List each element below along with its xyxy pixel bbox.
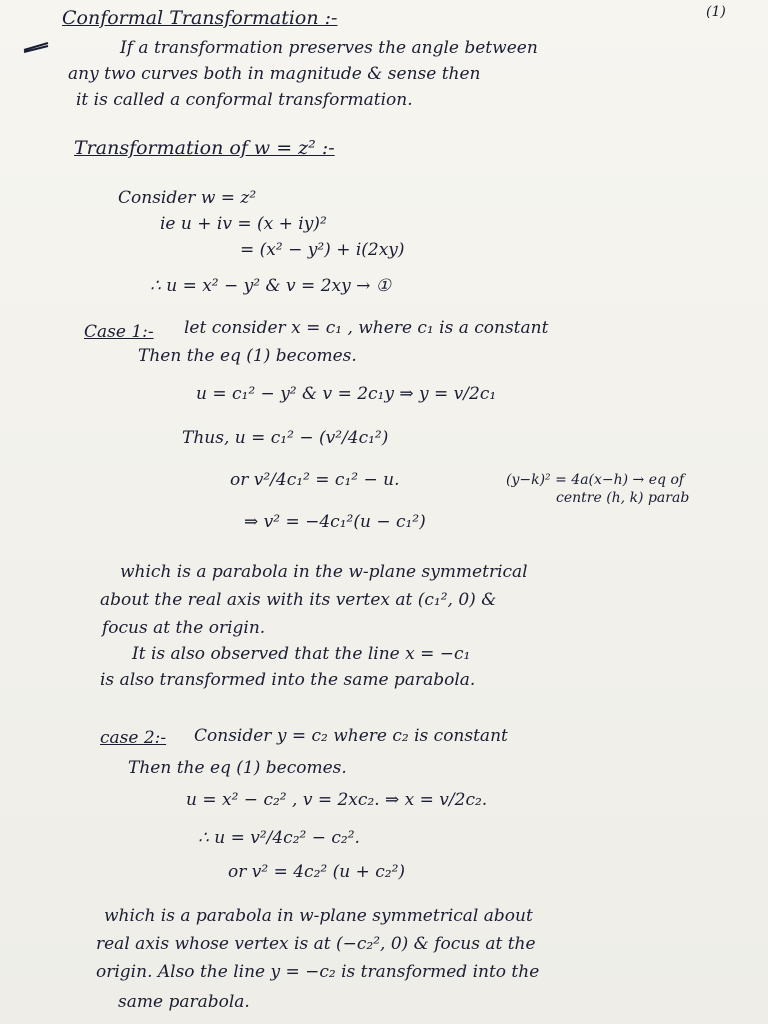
case2-line-3: u = x² − c₂² , v = 2xc₂. ⇒ x = v/2c₂. <box>186 790 488 810</box>
page-number: (1) <box>706 4 726 20</box>
case1-line-4: Thus, u = c₁² − (v²/4c₁²) <box>182 428 389 448</box>
derivation-line-4: ∴ u = x² − y² & v = 2xy → ① <box>150 276 391 296</box>
case1-line-5: or v²/4c₁² = c₁² − u. <box>230 470 400 490</box>
case2-line-2: Then the eq (1) becomes. <box>128 758 347 778</box>
definition-line-1: If a transformation preserves the angle between <box>120 38 538 58</box>
definition-line-3: it is called a conformal transformation. <box>76 90 413 110</box>
case1-conclusion-3: focus at the origin. <box>102 618 266 638</box>
case1-conclusion-4: It is also observed that the line x = −c₁ <box>132 644 471 664</box>
case2-line-1: Consider y = c₂ where c₂ is constant <box>194 726 508 746</box>
case2-line-5: or v² = 4c₂² (u + c₂²) <box>228 862 406 882</box>
derivation-line-1: Consider w = z² <box>118 188 257 208</box>
case2-conclusion-4: same parabola. <box>118 992 250 1012</box>
case1-label: Case 1:- <box>84 322 154 342</box>
case2-label: case 2:- <box>100 728 167 748</box>
case2-line-4: ∴ u = v²/4c₂² − c₂². <box>198 828 360 848</box>
case2-conclusion-2: real axis whose vertex is at (−c₂², 0) & focus at the <box>96 934 536 954</box>
arrow-mark-icon <box>22 40 52 54</box>
definition-line-2: any two curves both in magnitude & sense then <box>68 64 481 84</box>
derivation-line-2: ie u + iv = (x + iy)² <box>160 214 327 234</box>
derivation-line-3: = (x² − y²) + i(2xy) <box>240 240 405 260</box>
case1-line-3: u = c₁² − y² & v = 2c₁y ⇒ y = v/2c₁ <box>196 384 497 404</box>
page-heading: Conformal Transformation :- <box>62 7 338 29</box>
case1-side-note-1: (y−k)² = 4a(x−h) → eq of <box>506 472 685 488</box>
case2-conclusion-1: which is a parabola in w-plane symmetrical about <box>104 906 533 926</box>
case1-side-note-2: centre (h, k) parab <box>556 490 690 506</box>
case1-conclusion-2: about the real axis with its vertex at (c₁², 0) & <box>100 590 497 610</box>
section-title: Transformation of w = z² :- <box>74 137 335 159</box>
case1-line-1: let consider x = c₁ , where c₁ is a constant <box>184 318 549 338</box>
case1-conclusion-1: which is a parabola in the w-plane symmetrical <box>120 562 528 582</box>
case2-conclusion-3: origin. Also the line y = −c₂ is transformed into the <box>96 962 540 982</box>
case1-line-6: ⇒ v² = −4c₁²(u − c₁²) <box>244 512 426 532</box>
case1-conclusion-5: is also transformed into the same parabola. <box>100 670 476 690</box>
case1-line-2: Then the eq (1) becomes. <box>138 346 357 366</box>
